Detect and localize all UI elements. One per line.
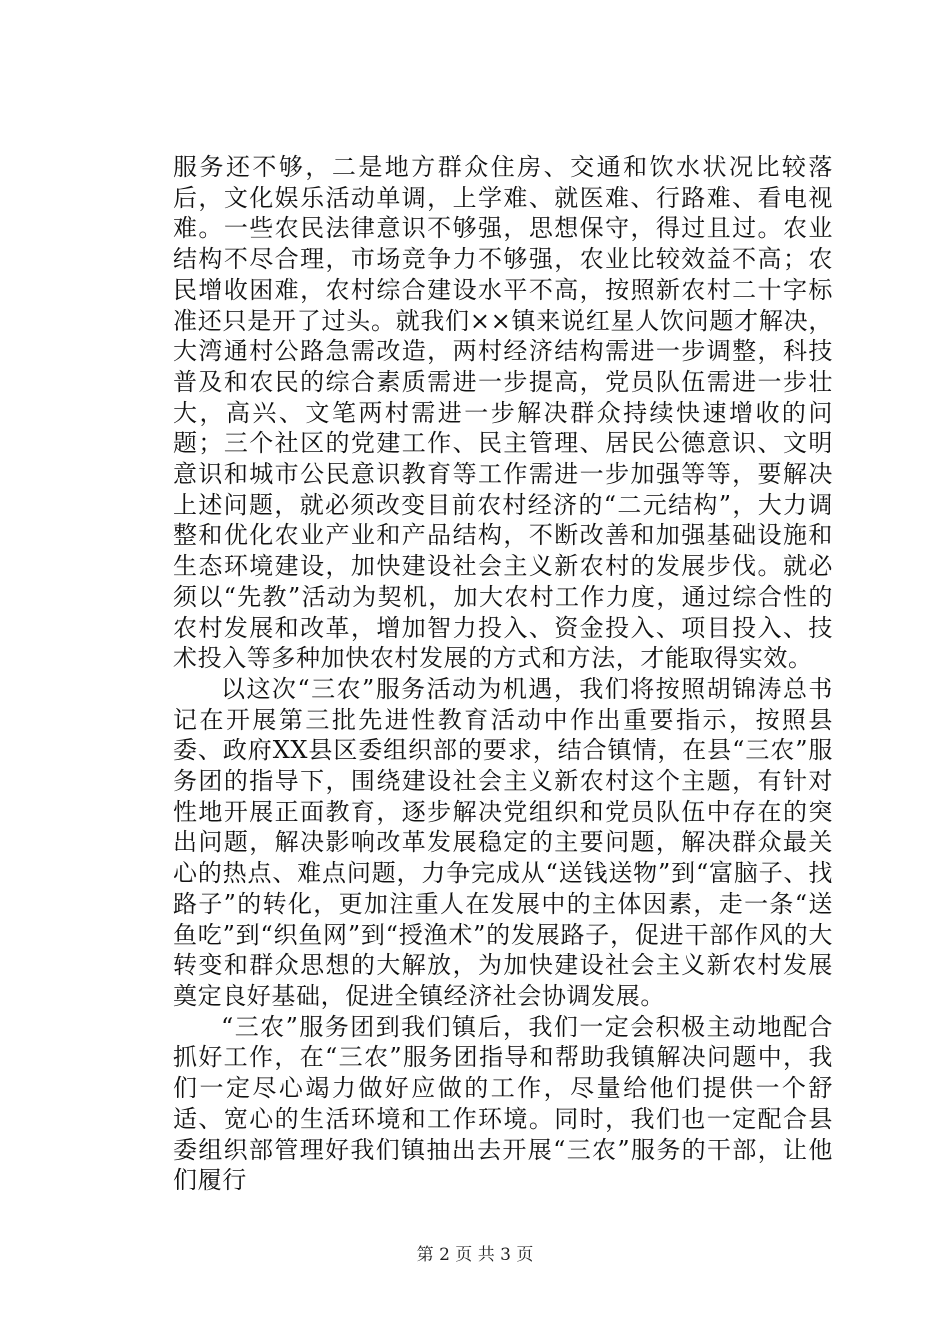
paragraph-opportunity: 以这次“三农”服务活动为机遇，我们将按照胡锦涛总书记在开展第三批先进性教育活动中作出重要指示，按照县委、政府XX县区委组织部的要求，结合镇情，在县“三农”服务团的指导下，围绕建设社会主义新农村这个主题，有针对性地开展正面教育，逐步解决党组织和党员队伍中存在的突出问题，解决影响改革发展稳定的主要问题，解决群众最关心的热点、难点问题，力争完成从“送钱送物”到“富脑子、找路子”的转化，更加注重人在发展中的主体因素，走一条“送鱼吃”到“织鱼网”到“授渔术”的发展路子，促进干部作风的大转变和群众思想的大解放，为加快建设社会主义新农村发展奠定良好基础，促进全镇经济社会协调发展。 xyxy=(173,674,833,1010)
body-text xyxy=(173,152,833,1196)
paragraph-continued: 服务还不够，二是地方群众住房、交通和饮水状况比较落后，文化娱乐活动单调，上学难、就医难、行路难、看电视难。一些农民法律意识不够强，思想保守，得过且过。农业结构不尽合理，市场竞争力不够强，农业比较效益不高；农民增收困难，农村综合建设水平不高，按照新农村二十字标准还只是开了过头。就我们××镇来说红星人饮问题才解决，大湾通村公路急需改造，两村经济结构需进一步调整，科技普及和农民的综合素质需进一步提高，党员队伍需进一步壮大，高兴、文笔两村需进一步解决群众持续快速增收的问题；三个社区的党建工作、民主管理、居民公德意识、文明意识和城市公民意识教育等工作需进一步加强等等，要解决上述问题，就必须改变目前农村经济的“二元结构”，大力调整和优化农业产业和产品结构，不断改善和加强基础设施和生态环境建设，加快建设社会主义新农村的发展步伐。就必须以“先教”活动为契机，加大农村工作力度，通过综合性的农村发展和改革，增加智力投入、资金投入、项目投入、技术投入等多种加快农村发展的方式和方法，才能取得实效。 xyxy=(173,153,833,673)
paragraph-service-team: “三农”服务团到我们镇后，我们一定会积极主动地配合抓好工作，在“三农”服务团指导和帮助我镇解决问题中，我们一定尽心竭力做好应做的工作，尽量给他们提供一个舒适、宽心的生活环境和工作环境。同时，我们也一定配合县委组织部管理好我们镇抽出去开展“三农”服务的干部，让他们履行 xyxy=(173,1012,833,1195)
page-footer: 第 2 页 共 3 页 xyxy=(416,1245,534,1265)
